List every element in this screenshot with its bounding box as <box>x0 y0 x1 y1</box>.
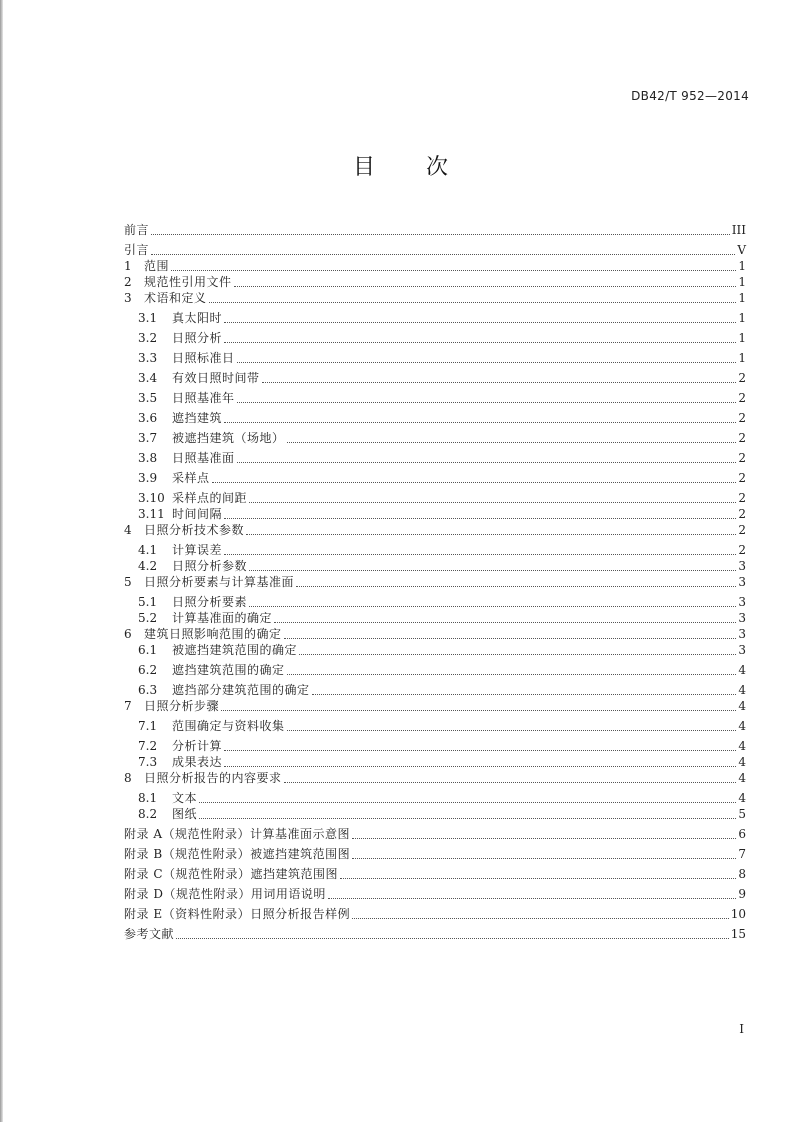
toc-entry[interactable] <box>124 450 746 466</box>
toc-dot-leader <box>176 937 729 939</box>
page-number: I <box>739 1022 744 1036</box>
toc-entry-page: 2 <box>738 391 746 405</box>
toc-entry[interactable] <box>124 410 746 426</box>
toc-entry-page: 2 <box>738 451 746 465</box>
toc-entry[interactable] <box>124 242 746 258</box>
toc-dot-leader <box>312 693 736 695</box>
toc-entry-page: 2 <box>738 431 746 445</box>
toc-entry[interactable] <box>124 350 746 366</box>
toc-entry[interactable] <box>124 610 746 626</box>
toc-entry[interactable] <box>124 522 746 538</box>
toc-entry-page: 4 <box>738 683 746 697</box>
toc-entry-title: 被遮挡建筑（场地） <box>172 431 285 445</box>
toc-entry-page: 15 <box>730 927 746 941</box>
table-of-contents <box>124 218 746 942</box>
toc-entry-number: 3.11 <box>138 507 165 521</box>
toc-dot-leader <box>352 917 729 919</box>
toc-entry-page: 2 <box>738 543 746 557</box>
toc-dot-leader <box>237 461 736 463</box>
toc-entry[interactable] <box>124 698 746 714</box>
toc-entry-page: 4 <box>738 699 746 713</box>
toc-entry-page: 4 <box>738 663 746 677</box>
toc-entry-page: 2 <box>738 411 746 425</box>
toc-entry[interactable] <box>124 574 746 590</box>
toc-entry-page: 1 <box>738 351 746 365</box>
toc-entry[interactable] <box>124 866 746 882</box>
toc-entry-page: 5 <box>738 807 746 821</box>
toc-dot-leader <box>287 441 736 443</box>
toc-dot-leader <box>151 233 730 235</box>
toc-dot-leader <box>224 341 736 343</box>
toc-entry[interactable] <box>124 222 746 238</box>
toc-entry-title: 日照分析参数 <box>172 559 248 573</box>
toc-entry[interactable] <box>124 806 746 822</box>
toc-entry[interactable] <box>124 826 746 842</box>
toc-entry[interactable] <box>124 846 746 862</box>
toc-entry[interactable] <box>124 662 746 678</box>
toc-entry-title: 日照分析 <box>172 331 223 345</box>
toc-entry[interactable] <box>124 330 746 346</box>
toc-entry-title: 建筑日照影响范围的确定 <box>144 627 282 641</box>
toc-entry-title: 计算基准面的确定 <box>172 611 273 625</box>
toc-entry[interactable] <box>124 594 746 610</box>
toc-entry-title: 日照分析要素与计算基准面 <box>144 575 295 589</box>
toc-entry[interactable] <box>124 258 746 274</box>
toc-entry[interactable] <box>124 506 746 522</box>
toc-entry-title: 采样点 <box>172 471 210 485</box>
toc-entry-title: 附录 B（规范性附录）被遮挡建筑范围图 <box>124 847 351 861</box>
toc-entry-title: 参考文献 <box>124 927 175 941</box>
toc-dot-leader <box>352 857 736 859</box>
toc-dot-leader <box>287 729 736 731</box>
toc-entry-number: 7.3 <box>138 755 158 769</box>
toc-entry-title: 图纸 <box>172 807 198 821</box>
toc-entry-title: 附录 D（规范性附录）用词用语说明 <box>124 887 326 901</box>
toc-dot-leader <box>224 517 736 519</box>
toc-entry-title: 日照分析报告的内容要求 <box>144 771 282 785</box>
toc-dot-leader <box>262 381 736 383</box>
toc-entry[interactable] <box>124 470 746 486</box>
toc-entry-title: 日照分析技术参数 <box>144 523 245 537</box>
toc-entry-page: 3 <box>738 643 746 657</box>
toc-dot-leader <box>212 481 736 483</box>
document-code: DB42/T 952—2014 <box>631 89 749 103</box>
toc-entry[interactable] <box>124 310 746 326</box>
toc-dot-leader <box>224 765 736 767</box>
toc-entry-title: 计算误差 <box>172 543 223 557</box>
toc-entry-number: 6 <box>124 627 132 641</box>
toc-entry-title: 范围确定与资料收集 <box>172 719 285 733</box>
toc-dot-leader <box>249 605 736 607</box>
toc-entry-page: 2 <box>738 507 746 521</box>
toc-entry-number: 8.2 <box>138 807 158 821</box>
toc-entry-page: 2 <box>738 491 746 505</box>
toc-entry-number: 3 <box>124 291 132 305</box>
toc-entry-page: 1 <box>738 291 746 305</box>
toc-dot-leader <box>237 361 736 363</box>
toc-dot-leader <box>328 897 736 899</box>
toc-entry[interactable] <box>124 370 746 386</box>
toc-entry-page: 2 <box>738 471 746 485</box>
toc-entry[interactable] <box>124 290 746 306</box>
toc-entry-page: III <box>731 223 746 237</box>
toc-entry-page: 6 <box>738 827 746 841</box>
toc-entry-page: 1 <box>738 259 746 273</box>
toc-entry-title: 日照基准年 <box>172 391 235 405</box>
toc-entry-number: 7 <box>124 699 132 713</box>
toc-entry-number: 3.8 <box>138 451 158 465</box>
toc-entry[interactable] <box>124 718 746 734</box>
toc-entry-title: 文本 <box>172 791 198 805</box>
toc-entry-title: 真太阳时 <box>172 311 223 325</box>
toc-entry-number: 6.1 <box>138 643 158 657</box>
toc-dot-leader <box>352 837 736 839</box>
toc-dot-leader <box>151 253 735 255</box>
toc-dot-leader <box>221 709 736 711</box>
toc-entry-title: 采样点的间距 <box>172 491 248 505</box>
toc-dot-leader <box>287 673 736 675</box>
toc-entry-title: 有效日照时间带 <box>172 371 260 385</box>
toc-entry-number: 3.9 <box>138 471 158 485</box>
toc-entry-page: 4 <box>738 719 746 733</box>
toc-entry-page: 4 <box>738 791 746 805</box>
toc-entry-title: 范围 <box>144 259 170 273</box>
toc-entry-title: 规范性引用文件 <box>144 275 232 289</box>
toc-entry[interactable] <box>124 430 746 446</box>
toc-entry[interactable] <box>124 682 746 698</box>
toc-entry-title: 遮挡建筑 <box>172 411 223 425</box>
toc-entry[interactable] <box>124 626 746 642</box>
toc-entry[interactable] <box>124 542 746 558</box>
toc-entry[interactable] <box>124 390 746 406</box>
toc-entry[interactable] <box>124 906 746 922</box>
toc-entry-number: 6.2 <box>138 663 158 677</box>
toc-dot-leader <box>284 637 736 639</box>
toc-entry-number: 3.2 <box>138 331 158 345</box>
toc-entry-number: 3.6 <box>138 411 158 425</box>
toc-entry-title: 日照分析要素 <box>172 595 248 609</box>
toc-entry-title: 附录 A（规范性附录）计算基准面示意图 <box>124 827 350 841</box>
toc-dot-leader <box>224 421 736 423</box>
toc-dot-leader <box>237 401 736 403</box>
toc-entry[interactable] <box>124 926 746 942</box>
toc-dot-leader <box>340 877 736 879</box>
toc-entry[interactable] <box>124 274 746 290</box>
toc-entry-number: 4.2 <box>138 559 158 573</box>
toc-dot-leader <box>299 653 736 655</box>
toc-dot-leader <box>249 569 736 571</box>
toc-entry-title: 术语和定义 <box>144 291 207 305</box>
toc-entry-page: 3 <box>738 611 746 625</box>
toc-entry-title: 前言 <box>124 223 150 237</box>
toc-entry-title: 分析计算 <box>172 739 223 753</box>
toc-dot-leader <box>224 553 736 555</box>
toc-entry-page: 7 <box>738 847 746 861</box>
toc-entry-page: 2 <box>738 523 746 537</box>
toc-entry-title: 成果表达 <box>172 755 223 769</box>
toc-entry-page: 4 <box>738 755 746 769</box>
toc-entry-number: 7.2 <box>138 739 158 753</box>
toc-entry-number: 4.1 <box>138 543 158 557</box>
toc-dot-leader <box>234 285 736 287</box>
toc-entry-page: V <box>737 243 746 257</box>
toc-entry-number: 5 <box>124 575 132 589</box>
toc-dot-leader <box>209 301 736 303</box>
toc-entry-title: 附录 E（资料性附录）日照分析报告样例 <box>124 907 351 921</box>
toc-entry[interactable] <box>124 490 746 506</box>
toc-entry[interactable] <box>124 558 746 574</box>
toc-dot-leader <box>246 533 736 535</box>
toc-entry-title: 日照基准面 <box>172 451 235 465</box>
toc-entry-page: 1 <box>738 331 746 345</box>
toc-entry-title: 附录 C（规范性附录）遮挡建筑范围图 <box>124 867 338 881</box>
toc-entry-title: 日照分析步骤 <box>144 699 220 713</box>
toc-entry-page: 4 <box>738 739 746 753</box>
toc-entry[interactable] <box>124 886 746 902</box>
toc-entry-page: 3 <box>738 627 746 641</box>
toc-entry[interactable] <box>124 790 746 806</box>
toc-entry-number: 3.1 <box>138 311 158 325</box>
toc-dot-leader <box>274 621 736 623</box>
toc-entry-number: 3.5 <box>138 391 158 405</box>
toc-entry-page: 9 <box>738 887 746 901</box>
toc-dot-leader <box>199 801 736 803</box>
toc-entry-number: 4 <box>124 523 132 537</box>
toc-dot-leader <box>284 781 736 783</box>
toc-entry-page: 3 <box>738 595 746 609</box>
toc-entry-page: 10 <box>730 907 746 921</box>
toc-dot-leader <box>224 321 736 323</box>
toc-entry-number: 1 <box>124 259 132 273</box>
toc-entry-page: 3 <box>738 559 746 573</box>
toc-entry[interactable] <box>124 754 746 770</box>
toc-entry-number: 5.2 <box>138 611 158 625</box>
toc-entry-number: 7.1 <box>138 719 158 733</box>
toc-entry-number: 6.3 <box>138 683 158 697</box>
toc-entry-number: 2 <box>124 275 132 289</box>
toc-entry-number: 3.3 <box>138 351 158 365</box>
toc-entry-page: 1 <box>738 275 746 289</box>
toc-entry-page: 8 <box>738 867 746 881</box>
toc-entry-number: 3.7 <box>138 431 158 445</box>
toc-entry-number: 8 <box>124 771 132 785</box>
toc-entry-title: 引言 <box>124 243 150 257</box>
toc-entry-title: 日照标准日 <box>172 351 235 365</box>
toc-entry[interactable] <box>124 738 746 754</box>
toc-entry-number: 3.10 <box>138 491 165 505</box>
toc-entry-number: 5.1 <box>138 595 158 609</box>
toc-entry-number: 8.1 <box>138 791 158 805</box>
toc-entry-title: 遮挡部分建筑范围的确定 <box>172 683 310 697</box>
toc-dot-leader <box>199 817 736 819</box>
toc-entry-page: 1 <box>738 311 746 325</box>
toc-entry-title: 遮挡建筑范围的确定 <box>172 663 285 677</box>
toc-entry-page: 2 <box>738 371 746 385</box>
toc-dot-leader <box>296 585 736 587</box>
toc-entry-title: 被遮挡建筑范围的确定 <box>172 643 298 657</box>
toc-entry-number: 3.4 <box>138 371 158 385</box>
toc-dot-leader <box>224 749 736 751</box>
toc-entry-title: 时间间隔 <box>172 507 223 521</box>
page-title: 目 次 <box>353 155 470 180</box>
toc-entry[interactable] <box>124 770 746 786</box>
toc-dot-leader <box>171 269 736 271</box>
toc-entry[interactable] <box>124 642 746 658</box>
toc-entry-page: 3 <box>738 575 746 589</box>
toc-dot-leader <box>249 501 736 503</box>
toc-entry-page: 4 <box>738 771 746 785</box>
